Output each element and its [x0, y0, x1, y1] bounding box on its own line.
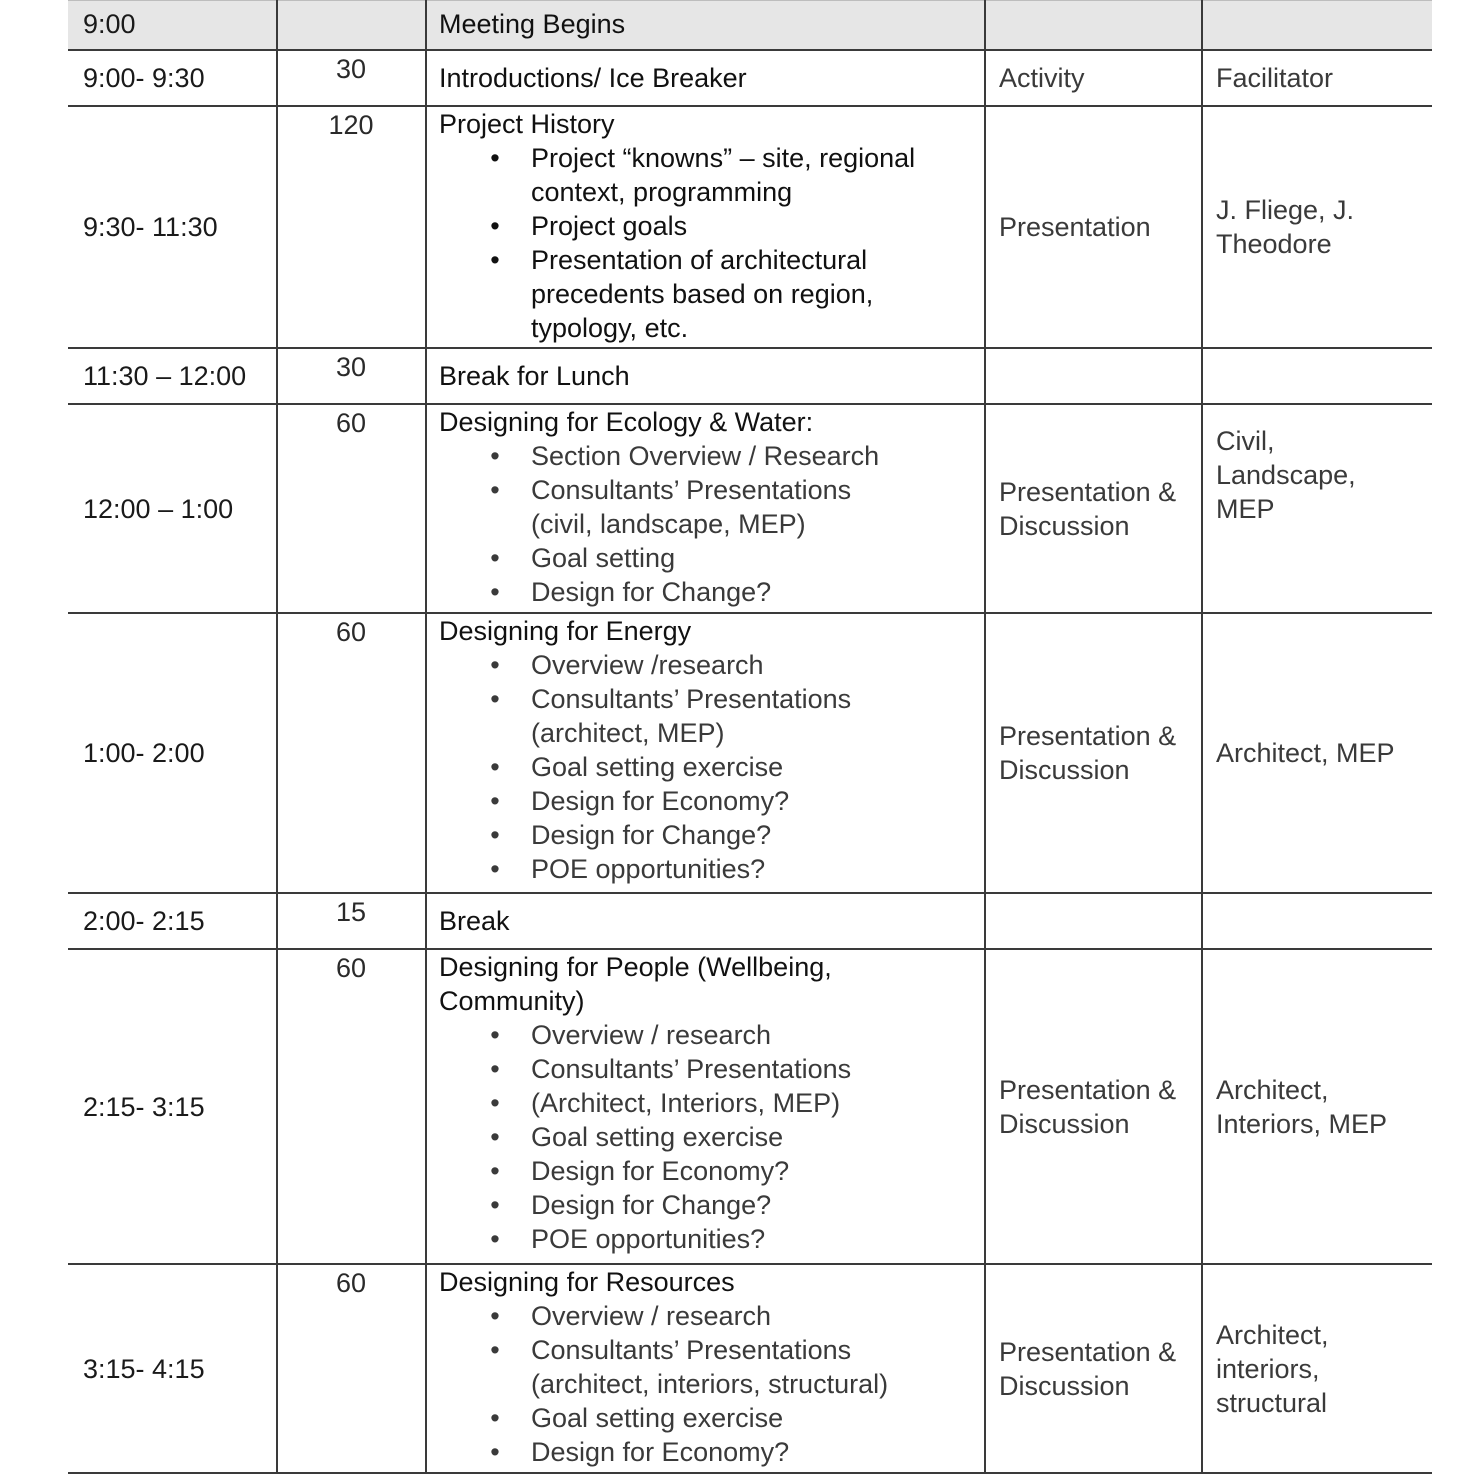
- topic-item: [439, 1401, 979, 1435]
- bullet-icon: •: [490, 1088, 500, 1118]
- bullet-icon: •: [490, 1190, 500, 1220]
- topic-item-text: Goal setting: [531, 543, 676, 573]
- topic-item-text: Consultants’ Presentations: [531, 684, 852, 714]
- facilitator-cell: [1216, 893, 1428, 949]
- bullet-icon: •: [490, 1122, 500, 1152]
- topic-item-text: POE opportunities?: [531, 854, 766, 884]
- topic-item: [439, 1086, 979, 1120]
- topic-item-text: (civil, landscape, MEP): [531, 509, 806, 539]
- facilitator-cell: Architect, Interiors, MEP: [1216, 1074, 1388, 1139]
- topic-item: [439, 575, 979, 609]
- facilitator-cell: Facilitator: [1216, 63, 1334, 93]
- column-divider: [984, 0, 986, 1474]
- activity-cell: Presentation: [999, 212, 1151, 242]
- topic-title: Designing for Energy: [439, 616, 692, 646]
- time-cell: 1:00- 2:00: [83, 738, 205, 768]
- duration-cell: 60: [335, 617, 367, 647]
- bullet-icon: •: [490, 1156, 500, 1186]
- duration-cell: 60: [335, 1268, 367, 1298]
- duration-cell: 15: [335, 897, 367, 927]
- topic-title: Designing for Resources: [439, 1267, 735, 1297]
- topic-title: Break for Lunch: [439, 361, 630, 391]
- topic-item: [439, 1299, 979, 1333]
- header-topic: Meeting Begins: [439, 9, 626, 39]
- topic-item-text: Goal setting exercise: [531, 752, 784, 782]
- time-cell: 12:00 – 1:00: [83, 493, 234, 524]
- facilitator-cell: Architect, MEP: [1216, 738, 1395, 768]
- bullet-icon: •: [490, 650, 500, 680]
- topic-item-text: POE opportunities?: [531, 1224, 766, 1254]
- time-cell: 11:30 – 12:00: [83, 361, 247, 391]
- topic-item: [439, 209, 979, 243]
- topic-item-text: Consultants’ Presentations: [531, 1335, 852, 1365]
- topic-item: [439, 439, 979, 473]
- row-divider: [68, 0, 1432, 1]
- bullet-icon: •: [490, 577, 500, 607]
- topic-item-text: Design for Economy?: [531, 1437, 790, 1467]
- column-divider: [425, 0, 427, 1474]
- time-cell: 2:00- 2:15: [83, 906, 205, 936]
- header-time: 9:00: [83, 9, 136, 39]
- topic-item: [439, 507, 979, 541]
- facilitator-cell: [1216, 348, 1428, 404]
- topic-item: [439, 243, 979, 277]
- topic-item-text: Consultants’ Presentations: [531, 1054, 852, 1084]
- bullet-icon: •: [490, 441, 500, 471]
- topic-cell: [439, 1265, 979, 1469]
- topic-item-text: Goal setting exercise: [531, 1122, 784, 1152]
- bullet-icon: •: [490, 854, 500, 884]
- topic-item: [439, 141, 979, 175]
- facilitator-cell: Architect, interiors, structural: [1216, 1320, 1329, 1418]
- bullet-icon: •: [490, 1403, 500, 1433]
- bullet-icon: •: [490, 543, 500, 573]
- topic-item-text: Overview /research: [531, 650, 764, 680]
- topic-item: [439, 1018, 979, 1052]
- topic-title: Break: [439, 906, 510, 936]
- topic-item: [439, 750, 979, 784]
- topic-item: [439, 1052, 979, 1086]
- time-cell: 9:30- 11:30: [83, 212, 218, 242]
- topic-items: [439, 439, 979, 609]
- time-cell: 3:15- 4:15: [83, 1354, 205, 1384]
- topic-items: [439, 141, 979, 345]
- topic-item: [439, 1222, 979, 1256]
- bullet-icon: •: [490, 820, 500, 850]
- column-divider: [1201, 0, 1203, 1474]
- topic-item-text: Project “knowns” – site, regional: [531, 143, 916, 173]
- topic-item: [439, 716, 979, 750]
- topic-title: Introductions/ Ice Breaker: [439, 63, 747, 93]
- duration-cell: 120: [328, 110, 374, 140]
- bullet-icon: •: [490, 245, 500, 275]
- bullet-icon: •: [490, 1224, 500, 1254]
- topic-item-text: Presentation of architectural: [531, 245, 868, 275]
- topic-items: [439, 1018, 979, 1256]
- topic-item-text: Design for Economy?: [531, 786, 790, 816]
- topic-cell: [439, 893, 979, 949]
- facilitator-cell: J. Fliege, J. Theodore: [1216, 195, 1355, 259]
- topic-item-text: (architect, interiors, structural): [531, 1369, 889, 1399]
- topic-item-text: precedents based on region,: [531, 279, 874, 309]
- topic-items: [439, 648, 979, 886]
- topic-item-text: Section Overview / Research: [531, 441, 880, 471]
- topic-items: [439, 1299, 979, 1469]
- topic-item: [439, 473, 979, 507]
- topic-item-text: Design for Change?: [531, 1190, 772, 1220]
- bullet-icon: •: [490, 1437, 500, 1467]
- topic-item-text: Design for Economy?: [531, 1156, 790, 1186]
- topic-item: [439, 541, 979, 575]
- topic-item: [439, 1154, 979, 1188]
- topic-item: [439, 682, 979, 716]
- topic-cell: [439, 614, 979, 886]
- time-cell: 9:00- 9:30: [83, 63, 205, 93]
- topic-item-text: typology, etc.: [531, 313, 689, 343]
- activity-cell: Presentation & Discussion: [999, 1337, 1177, 1401]
- topic-item: [439, 277, 979, 311]
- topic-item: [439, 311, 979, 345]
- time-cell: 2:15- 3:15: [83, 1091, 205, 1122]
- topic-cell: [439, 950, 979, 1256]
- topic-item-text: Design for Change?: [531, 577, 772, 607]
- activity-cell: Presentation & Discussion: [999, 721, 1177, 785]
- topic-title: Project History: [439, 109, 615, 139]
- topic-title: Designing for People (Wellbeing, Community): [439, 952, 832, 1016]
- topic-item-text: (Architect, Interiors, MEP): [531, 1088, 841, 1118]
- topic-item: [439, 852, 979, 886]
- topic-item: [439, 1188, 979, 1222]
- topic-item: [439, 1333, 979, 1367]
- topic-item-text: (architect, MEP): [531, 718, 725, 748]
- topic-cell: [439, 348, 979, 404]
- duration-cell: 60: [335, 953, 367, 983]
- topic-item: [439, 1120, 979, 1154]
- activity-cell: [999, 348, 1197, 404]
- column-divider: [276, 0, 278, 1474]
- topic-item: [439, 175, 979, 209]
- facilitator-cell: Civil, Landscape, MEP: [1216, 426, 1356, 524]
- bullet-icon: •: [490, 1020, 500, 1050]
- activity-cell: Activity: [999, 63, 1085, 93]
- bullet-icon: •: [490, 1301, 500, 1331]
- activity-cell: [999, 893, 1197, 949]
- topic-cell: [439, 405, 979, 609]
- topic-cell: [439, 50, 979, 106]
- topic-item: [439, 784, 979, 818]
- bullet-icon: •: [490, 475, 500, 505]
- topic-item: [439, 648, 979, 682]
- duration-cell: 30: [335, 54, 367, 84]
- topic-item-text: Overview / research: [531, 1020, 772, 1050]
- bullet-icon: •: [490, 1054, 500, 1084]
- topic-item: [439, 818, 979, 852]
- topic-item-text: Consultants’ Presentations: [531, 475, 852, 505]
- topic-item: [439, 1367, 979, 1401]
- topic-item-text: context, programming: [531, 177, 793, 207]
- activity-cell: Presentation & Discussion: [999, 1074, 1177, 1139]
- bullet-icon: •: [490, 684, 500, 714]
- activity-cell: Presentation & Discussion: [999, 476, 1177, 541]
- bullet-icon: •: [490, 752, 500, 782]
- topic-item-text: Overview / research: [531, 1301, 772, 1331]
- topic-item-text: Project goals: [531, 211, 688, 241]
- topic-item: [439, 1435, 979, 1469]
- duration-cell: 30: [335, 352, 367, 382]
- bullet-icon: •: [490, 211, 500, 241]
- topic-cell: [439, 107, 979, 345]
- bullet-icon: •: [490, 1335, 500, 1365]
- topic-title: Designing for Ecology & Water:: [439, 407, 814, 437]
- duration-cell: 60: [335, 408, 367, 438]
- bullet-icon: •: [490, 143, 500, 173]
- topic-item-text: Goal setting exercise: [531, 1403, 784, 1433]
- topic-item-text: Design for Change?: [531, 820, 772, 850]
- bullet-icon: •: [490, 786, 500, 816]
